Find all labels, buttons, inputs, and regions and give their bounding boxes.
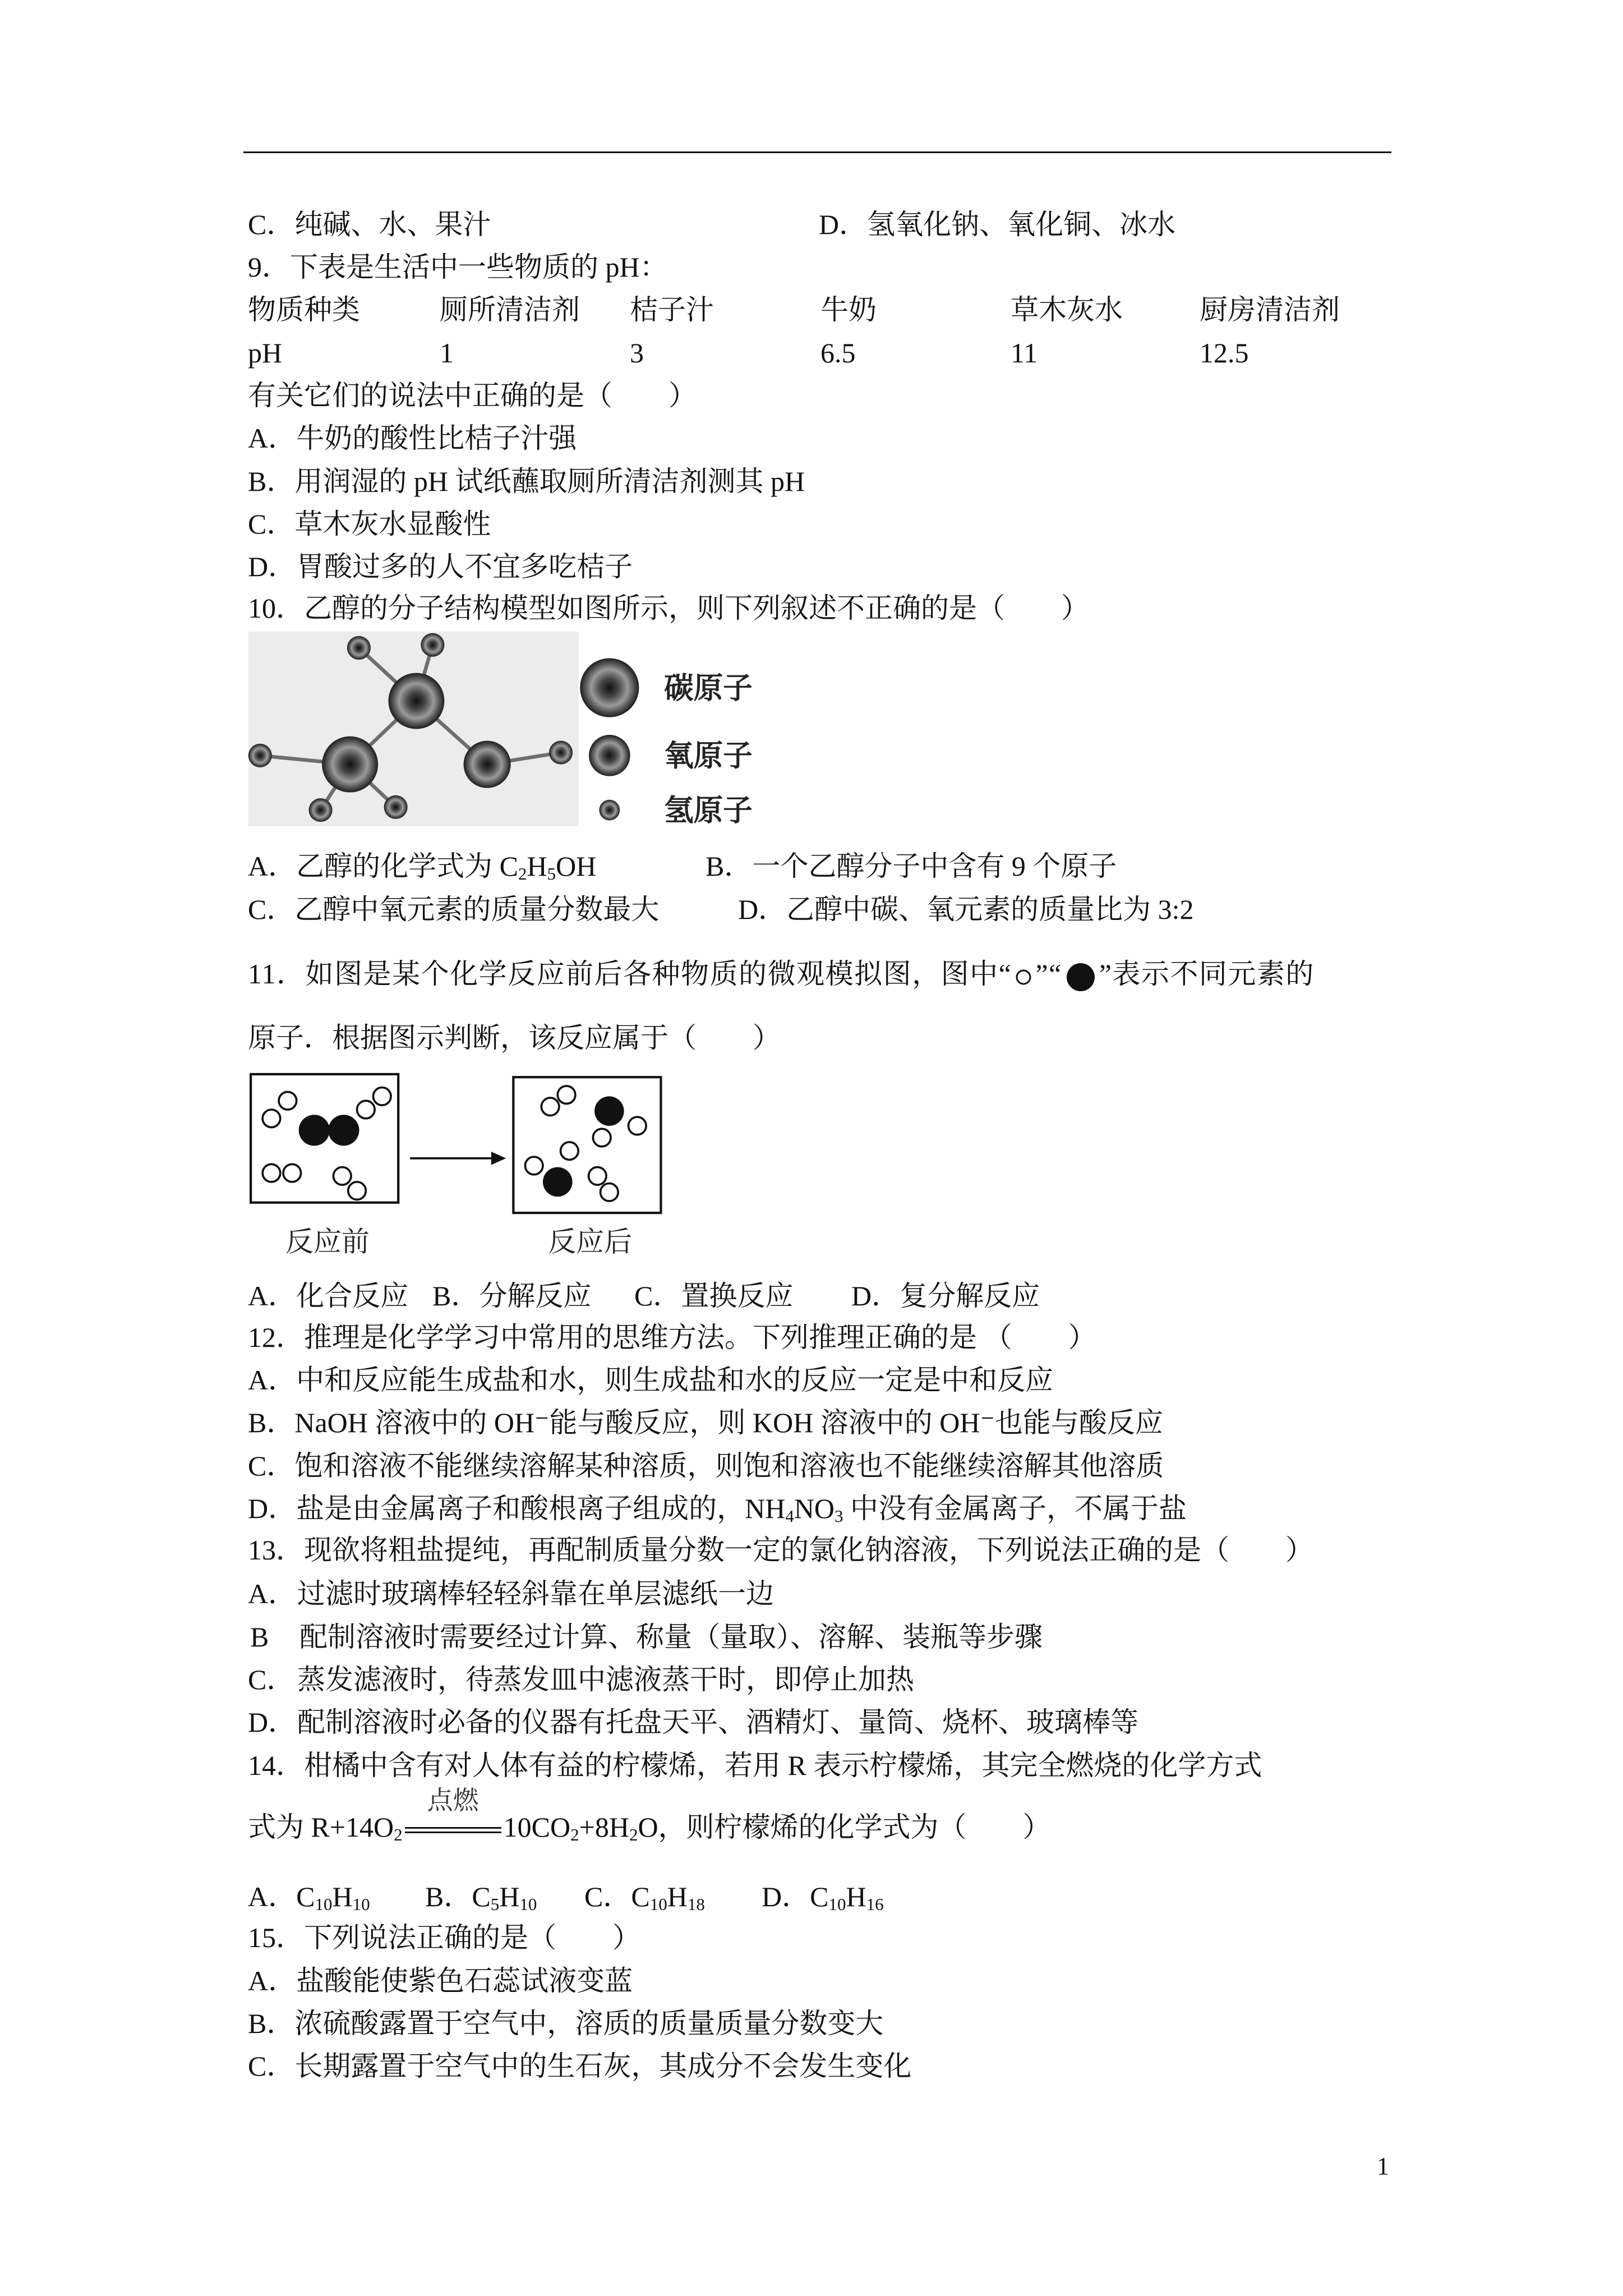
- table-header-cell: 草木灰水: [1011, 294, 1123, 325]
- oxygen-legend-icon: [589, 735, 630, 776]
- hydrogen-legend-icon: [599, 800, 620, 821]
- black-atom-icon: [1066, 962, 1096, 992]
- q14-equation-line: [248, 1785, 1051, 1844]
- q11-option-a: A．化合反应: [248, 1280, 409, 1312]
- q9-option-c: C．草木灰水显酸性: [248, 508, 491, 540]
- white-atom: [525, 1157, 543, 1175]
- hydrogen-atom: [421, 633, 444, 657]
- q15-stem: 15．下列说法正确的是（ ）: [248, 1922, 640, 1953]
- q13-option-d-text: 配制溶液时必备的仪器有托盘天平、酒精灯、量筒、烧杯、玻璃棒等: [297, 1706, 1138, 1738]
- white-atom: [262, 1164, 280, 1182]
- ethanol-molecule-figure: [248, 632, 775, 826]
- q12-option-b: B．NaOH 溶液中的 OH⁻能与酸反应，则 KOH 溶液中的 OH⁻也能与酸反应: [248, 1407, 1163, 1438]
- arrow-head-icon: [491, 1152, 506, 1165]
- q13-option-b-text: 配制溶液时需要经过计算、称量（量取）、溶解、装瓶等步骤: [299, 1621, 1043, 1653]
- table-header-cell: 物质种类: [248, 294, 360, 325]
- equation-products: $10CO_2+8H_2O$，则柠檬烯的化学式为（ ）: [503, 1811, 1051, 1844]
- white-atom: [629, 1117, 647, 1135]
- q14-option-d: D．$C_{10}H_{16}$: [762, 1881, 884, 1914]
- q12-option-d: D．盐是由金属离子和酸根离子组成的，$NH_4NO_3$ 中没有金属离子，不属于盐: [248, 1493, 1187, 1526]
- white-atom: [589, 1167, 607, 1185]
- table-header-cell: 厨房清洁剂: [1200, 294, 1340, 325]
- q9-stem: 9．下表是生活中一些物质的 pH：: [248, 251, 668, 283]
- q15-option-c: C．长期露置于空气中的生石灰，其成分不会发生变化: [248, 2050, 912, 2082]
- oxygen-atom: [464, 741, 511, 788]
- white-atom: [262, 1110, 280, 1128]
- reaction-condition: [405, 1785, 501, 1844]
- q13-option-c-label: C．: [248, 1664, 295, 1695]
- white-atom: [541, 1098, 559, 1116]
- q11-option-b: B．分解反应: [432, 1280, 592, 1312]
- table-cell: 3: [630, 337, 644, 369]
- table-cell: 1: [440, 337, 454, 369]
- hydrogen-atom: [248, 744, 272, 767]
- hydrogen-atom: [549, 741, 573, 765]
- q10-option-d: D．乙醇中碳、氧元素的质量比为 3:2: [738, 894, 1194, 925]
- white-atom: [373, 1088, 391, 1106]
- q10-option-b: B．一个乙醇分子中含有 9 个原子: [706, 850, 1117, 882]
- page-number: 1: [1377, 2152, 1389, 2180]
- equals-sign: [405, 1827, 501, 1833]
- q11-stem-text: 11．如图是某个化学反应前后各种物质的微观模拟图，图中“: [248, 958, 1012, 990]
- q8-option-d: D．氢氧化钠、氧化铜、冰水: [819, 209, 1176, 240]
- before-black-atoms: [299, 1115, 359, 1145]
- q10-option-c: C．乙醇中氧元素的质量分数最大: [248, 894, 660, 925]
- q13-option-b-label: B: [250, 1621, 269, 1653]
- q13-option-c-text: 蒸发滤液时，待蒸发皿中滤液蒸干时，即停止加热: [297, 1664, 914, 1695]
- q13-option-a-text: 过滤时玻璃棒轻轻斜靠在单层滤纸一边: [297, 1578, 774, 1609]
- ph-table-value-row: [0, 336, 1623, 370]
- q9-option-a: A．牛奶的酸性比桔子汁强: [248, 422, 577, 454]
- q10-option-a: A．乙醇的化学式为 $C_2H_5OH$: [248, 850, 597, 884]
- equation-reactants: 式为 $R+14O_2$: [248, 1811, 403, 1844]
- q13-option-a-label: A．: [248, 1578, 297, 1609]
- header-rule: [243, 151, 1391, 153]
- q9-question: 有关它们的说法中正确的是（ ）: [248, 380, 697, 411]
- q9-option-d: D．胃酸过多的人不宜多吃桔子: [248, 551, 633, 582]
- legend: [580, 658, 753, 826]
- carbon-atom: [388, 673, 444, 729]
- q11-stem-line2: 原子．根据图示判断，该反应属于（ ）: [248, 1022, 781, 1053]
- table-cell: 6.5: [820, 337, 856, 369]
- table-cell: pH: [248, 337, 283, 369]
- q11-option-d: D．复分解反应: [851, 1280, 1040, 1312]
- hydrogen-atom: [309, 798, 333, 822]
- q9-option-b: B．用润湿的 pH 试纸蘸取厕所清洁剂测其 pH: [248, 466, 805, 497]
- white-atom-icon: [1015, 969, 1032, 986]
- q11-option-c: C．置换反应: [634, 1280, 794, 1312]
- white-atom: [279, 1092, 297, 1110]
- white-atom: [333, 1167, 351, 1185]
- white-atom: [601, 1184, 619, 1202]
- reaction-diagram: [243, 1070, 679, 1262]
- q13-option-d-label: D．: [248, 1706, 297, 1738]
- black-atom: [543, 1167, 573, 1197]
- after-box: [513, 1077, 661, 1213]
- q11-stem-line1: [248, 957, 1315, 992]
- hydrogen-atom: [384, 795, 408, 819]
- q8-option-c: C．纯碱、水、果汁: [248, 209, 491, 240]
- figure-background: [248, 632, 579, 826]
- q13-stem: 13．现欲将粗盐提纯，再配制质量分数一定的氯化钠溶液，下列说法正确的是（ ）: [248, 1534, 1313, 1566]
- table-cell: 11: [1011, 337, 1038, 369]
- before-label: 反应前: [285, 1225, 370, 1258]
- legend-carbon-label: 碳原子: [664, 671, 753, 706]
- white-atom: [283, 1164, 301, 1182]
- after-label: 反应后: [548, 1225, 633, 1258]
- black-atom: [594, 1096, 624, 1126]
- q10-stem: 10．乙醇的分子结构模型如图所示，则下列叙述不正确的是（ ）: [248, 592, 1089, 624]
- before-white-atoms: [262, 1088, 391, 1200]
- q15-option-b: B．浓硫酸露置于空气中，溶质的质量质量分数变大: [248, 2008, 884, 2039]
- white-atom: [561, 1142, 579, 1160]
- table-header-cell: 厕所清洁剂: [440, 294, 580, 325]
- q12-option-a: A．中和反应能生成盐和水，则生成盐和水的反应一定是中和反应: [248, 1364, 1054, 1396]
- carbon-atom: [322, 737, 378, 793]
- condition-label: 点燃: [427, 1785, 479, 1815]
- q11-stem-quotes: ”“: [1035, 958, 1062, 990]
- q14-stem: 14．柑橘中含有对人体有益的柠檬烯，若用 R 表示柠檬烯，其完全燃烧的化学方式: [248, 1750, 1262, 1781]
- q14-option-b: B．$C_5H_{10}$: [425, 1881, 537, 1914]
- black-atom: [299, 1115, 330, 1145]
- table-header-cell: 桔子汁: [630, 294, 714, 325]
- table-cell: 12.5: [1200, 337, 1249, 369]
- black-atom: [328, 1115, 359, 1145]
- white-atom: [348, 1182, 366, 1200]
- white-atom: [357, 1101, 375, 1119]
- q12-stem: 12．推理是化学学习中常用的思维方法。下列推理正确的是 （ ）: [248, 1322, 1096, 1353]
- legend-hydrogen-label: 氢原子: [664, 793, 753, 826]
- q15-option-a: A．盐酸能使紫色石蕊试液变蓝: [248, 1965, 633, 1996]
- white-atom: [593, 1129, 611, 1147]
- q14-option-c: C．$C_{10}H_{18}$: [584, 1881, 705, 1914]
- carbon-legend-icon: [580, 658, 639, 717]
- q11-stem-text: ”表示不同元素的: [1099, 958, 1315, 990]
- q14-option-a: A．$C_{10}H_{10}$: [248, 1881, 370, 1914]
- white-atom: [557, 1086, 575, 1104]
- ph-table-header-row: [0, 293, 1623, 326]
- q12-option-c: C．饱和溶液不能继续溶解某种溶质，则饱和溶液也不能继续溶解其他溶质: [248, 1450, 1164, 1481]
- legend-oxygen-label: 氧原子: [664, 739, 753, 774]
- table-header-cell: 牛奶: [820, 294, 877, 325]
- hydrogen-atom: [347, 636, 371, 660]
